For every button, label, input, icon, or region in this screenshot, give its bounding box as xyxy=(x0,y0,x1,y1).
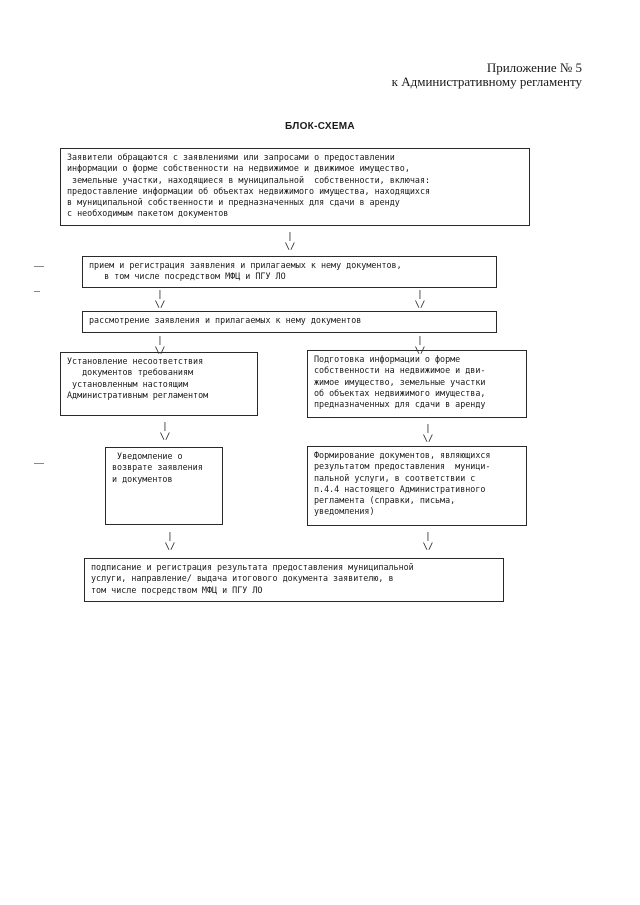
box-final: подписание и регистрация результата предоставления муниципальной услуги, направление/ выдача итогового документа заявителю, в том числе посредством МФЦ и ПГУ ЛО xyxy=(84,558,504,602)
arrow-to-reception: | \/ xyxy=(284,232,296,252)
arrow-to-mismatch: | \/ xyxy=(154,336,166,356)
appendix-reference: к Административному регламенту xyxy=(391,74,582,89)
arrow-to-forming: | \/ xyxy=(422,424,434,444)
arrow-to-notice: | \/ xyxy=(159,422,171,442)
appendix-number: Приложение № 5 xyxy=(486,60,582,75)
box-mismatch: Установление несоответствия документов требованиям установленным настоящим Административным регламентом xyxy=(60,352,258,416)
arrow-to-final-left: | \/ xyxy=(164,532,176,552)
box-preparation: Подготовка информации о форме собственности на недвижимое и дви- жимое имущество, земельные участки об объектах недвижимого имущества, предназначенных для сдачи в аренду xyxy=(307,350,527,418)
arrow-to-review-right: | \/ xyxy=(414,290,426,310)
box-forming: Формирование документов, являющихся результатом предоставления муници- пальной услуги, в соответствии с п.4.4 настоящего Административного регламента (справки, письма, уведомления) xyxy=(307,446,527,526)
box-reception: прием и регистрация заявления и прилагаемых к нему документов, в том числе посредством МФЦ и ПГУ ЛО xyxy=(82,256,497,288)
margin-mark xyxy=(34,266,44,267)
page-title: БЛОК-СХЕМА xyxy=(285,121,355,132)
margin-mark xyxy=(34,291,40,292)
arrow-to-final-right: | \/ xyxy=(422,532,434,552)
arrow-to-review-left: | \/ xyxy=(154,290,166,310)
box-review: рассмотрение заявления и прилагаемых к нему документов xyxy=(82,311,497,333)
arrow-to-preparation: | \/ xyxy=(414,336,426,356)
box-applicants: Заявители обращаются с заявлениями или запросами о предоставлении информации о форме собственности на недвижимое и движимое имущество, земельные участки, находящиеся в муниципальной собственности, включая: предоставление информации об объектах недвижимого имущества, находящихся в муниципальной собственности и предназначенных для сдачи в аренду с необходимым пакетом документов xyxy=(60,148,530,226)
box-notice: Уведомление о возврате заявления и документов xyxy=(105,447,223,525)
margin-mark xyxy=(34,463,44,464)
